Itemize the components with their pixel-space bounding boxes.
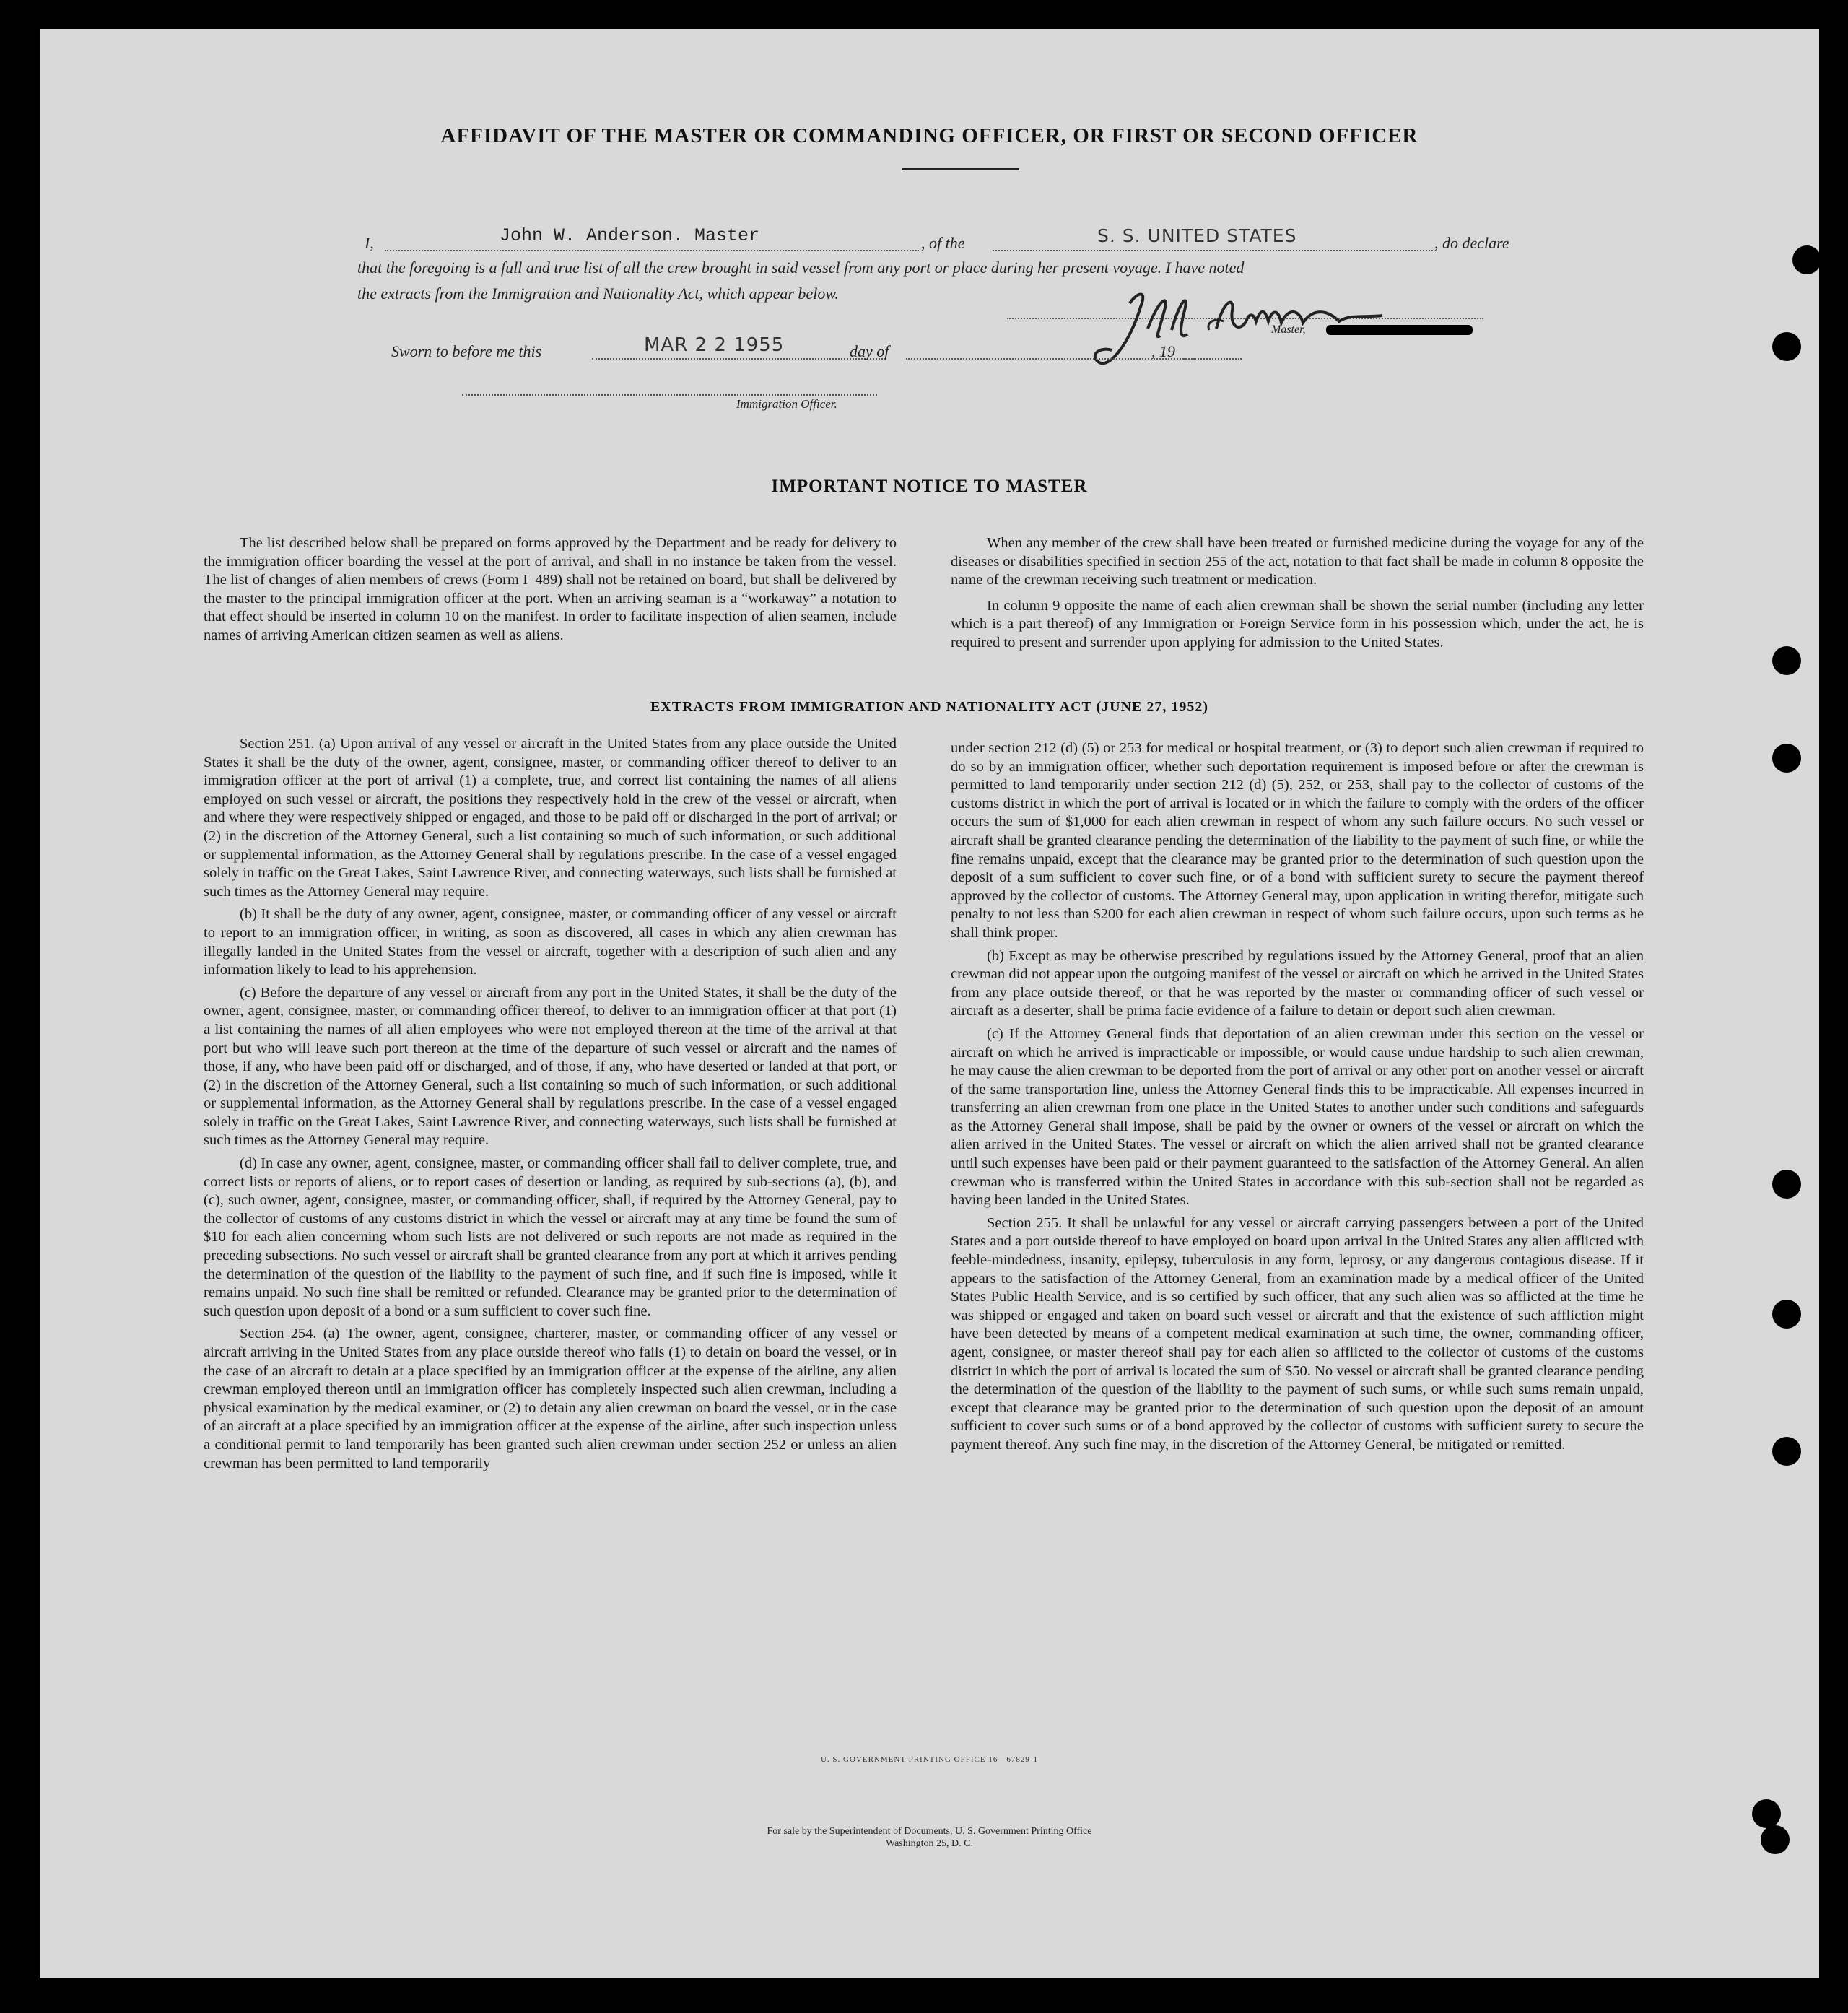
document-page: [40, 29, 1819, 1978]
notice-left-paragraph: The list described below shall be prepared on forms approved by the Department and be ready for delivery to the immigration officer boarding the vessel at the port of arrival, and shall in no instance be taken from the vessel. The list of changes of alien members of crews (Form I–489) shall not be retained on board, but shall be delivered by the master to the principal immigration officer at the port. When an arriving seaman is a “workaway” a notation to that effect should be inserted in column 10 on the manifest. In order to facilitate inspection of alien seamen, include names of arriving American citizen seamen as well as aliens.: [204, 535, 897, 643]
binder-hole: [1772, 646, 1801, 675]
binder-hole: [1761, 1825, 1790, 1854]
notice-left-column: [204, 534, 897, 650]
vessel-name-value: S. S. UNITED STATES: [1097, 225, 1297, 246]
extract-section-251d: (d) In case any owner, agent, consignee, master, or commanding officer shall fail to deliver complete, true, and correct lists or reports of aliens, or to report cases of desertion or landing, as required by sub-sections (a), (b), and (c), such owner, agent, consignee, master, or commanding officer, shall, if required by the Attorney General, pay to the collector of customs of any customs district in which the vessel or aircraft may at any time be found the sum of $10 for each alien concerning whom such lists are not delivered or such reports are not made as required in the preceding subsections. No such vessel or aircraft shall be granted clearance from any port at which it arrives pending the determination of the question of the liability to the payment of such fine, and if such fine is imposed, while it remains unpaid. No such fine shall be remitted or refunded. Clearance may be granted prior to the determination of such question upon deposit of a bond or a sum sufficient to cover such fine.: [204, 1155, 897, 1319]
notice-right-column: [951, 534, 1644, 657]
extract-section-254a: Section 254. (a) The owner, agent, consignee, charterer, master, or commanding officer of any vessel or aircraft arriving in the United States from any place outside thereof who fails (1) to detain on board the vessel, or in the case of an aircraft to detain at a place specified by an immigration officer at the expense of the airline, any alien crewman employed thereon until an immigration officer has completely inspected such alien crewman, including a physical examination by the medical examiner, or (2) to detain any alien crewman on board the vessel, or in the case of an aircraft at a place specified by an immigration officer at the expense of the airline, after such inspection unless a conditional permit to land temporarily has been granted such alien crewman under section 252 or unless an alien crewman has been permitted to land temporarily: [204, 1326, 897, 1471]
binder-hole: [1772, 1170, 1801, 1199]
binder-hole: [1772, 1437, 1801, 1466]
extracts-heading: EXTRACTS FROM IMMIGRATION AND NATIONALITY ACT (JUNE 27, 1952): [650, 699, 1209, 715]
affidavit-title: AFFIDAVIT OF THE MASTER OR COMMANDING OFFICER, OR FIRST OR SECOND OFFICER: [440, 124, 1418, 147]
sworn-day-line: [592, 358, 886, 360]
year-label: , 19: [1151, 342, 1175, 360]
affidavit-body-line1: that the foregoing is a full and true list of all the crew brought in said vessel from any port or place during her present voyage. I have noted: [357, 258, 1245, 277]
extract-section-251c: (c) Before the departure of any vessel or aircraft from any port in the United States, it shall be the duty of the owner, agent, consignee, master, or commanding officer thereof, to deliver to an immigration officer at that port (1) a list containing the names of all alien employees who were not employed thereon at the time of the arrival at that port but who will leave such port thereon at the time of the departure of such vessel or aircraft and the names of those, if any, who have been paid off or discharged, and of those, if any, who have deserted or landed at that port, or (2) in the discretion of the Attorney General, such a list containing so much of such information, or such additional or supplemental information, as the Attorney General shall by regulations prescribe. In the case of a vessel engaged solely in traffic on the Great Lakes, Saint Lawrence River, and connecting waterways, such lists shall be furnished at such times as the Attorney General may require.: [204, 984, 897, 1149]
redaction-bar: [1326, 325, 1473, 335]
extract-section-254a-cont: under section 212 (d) (5) or 253 for medical or hospital treatment, or (3) to deport such alien crewman if required to do so by an immigration officer, whether such deportation requirement is imposed before or after the crewman is permitted to land temporarily under section 212 (d) (5), 252, or 253, shall pay to the collector of customs of the customs district in which the port of arrival is located or in which the failure to comply with the orders of the officer occurs the sum of $1,000 for each alien crewman in respect of whom any such failure occurs. No such vessel or aircraft shall be granted clearance pending the determination of the liability to the payment of such fine, or while the fine remains unpaid, except that the clearance may be granted prior to the determination of such question upon the deposit of a sum sufficient to cover such fine, or of a bond with sufficient surety to secure the payment thereof approved by the collector of customs. The Attorney General may, upon application in writing therefor, mitigate such penalty to not less than $200 for each alien crewman in respect of whom such failure occurs, upon such terms as he shall think proper.: [951, 740, 1644, 941]
binder-hole: [1772, 332, 1801, 361]
master-label: Master,: [1271, 323, 1306, 336]
master-name-value: John W. Anderson. Master: [500, 225, 760, 246]
year-line: [1184, 358, 1242, 360]
printing-office-code: U. S. GOVERNMENT PRINTING OFFICE 16—67829-1: [820, 1755, 1038, 1764]
officer-line: [462, 394, 877, 396]
footer-line-1: For sale by the Superintendent of Documents, U. S. Government Printing Office: [767, 1826, 1092, 1837]
extract-section-254b: (b) Except as may be otherwise prescribed by regulations issued by the Attorney General, proof that an alien crewman did not appear upon the outgoing manifest of the vessel or aircraft on which he arrived in the United States from any place outside thereof, or that he was reported by the master or commanding officer of such vessel or aircraft as a deserter, shall be prima facie evidence of a failure to detain or deport such alien crewman.: [951, 947, 1644, 1019]
immigration-officer-label: Immigration Officer.: [736, 397, 837, 411]
extracts-right-column: [951, 739, 1644, 1459]
do-declare-label: , do declare: [1434, 234, 1509, 252]
of-the-label: , of the: [921, 234, 965, 252]
footer: [40, 1825, 1819, 1850]
name-line: [385, 250, 919, 251]
extract-section-255: Section 255. It shall be unlawful for any vessel or aircraft carrying passengers between a port of the United States and a port outside thereof to have employed on board upon arrival in the United States any alien afflicted with feeble-mindedness, insanity, epilepsy, tuberculosis in any form, leprosy, or any dangerous contagious disease. If it appears to the satisfaction of the Attorney General, from an examination made by a medical officer of the United States Public Health Service, and is so certified by such officer, that any such alien was so afflicted at the time he was shipped or engaged and taken on board such vessel or aircraft and that the existence of such affliction might have been detected by means of a competent medical examination at such time, the owner, commanding officer, agent, consignee, or master thereof shall pay for each alien so afflicted to the collector of customs of the customs district in which the port of arrival is located the sum of $50. No vessel or aircraft shall be granted clearance pending the determination of the question of the liability to the payment of such sums, or while such sums remain unpaid, except that clearance may be granted prior to the determination of such question upon the deposit of an amount sufficient to cover such sums or of a bond approved by the collector of customs with sufficient surety to secure the payment thereof. Any such fine may, in the discretion of the Attorney General, be mitigated or remitted.: [951, 1214, 1644, 1453]
binder-hole: [1792, 245, 1821, 274]
notice-right-paragraph-2: In column 9 opposite the name of each alien crewman shall be shown the serial number (including any letter which is a part thereof) of any Immigration or Foreign Service form in his possession which, under the act, he is required to present and surrender upon applying for admission to the United States.: [951, 597, 1644, 651]
notice-right-paragraph-1: When any member of the crew shall have been treated or furnished medicine during the voyage for any of the diseases or disabilities specified in section 255 of the act, notation to that fact shall be made in column 8 opposite the name of the crewman receiving such treatment or medication.: [951, 535, 1644, 588]
binder-hole: [1752, 1799, 1781, 1828]
extract-section-251a: Section 251. (a) Upon arrival of any vessel or aircraft in the United States from any place outside the United States it shall be the duty of the owner, agent, consignee, master, or commanding officer thereof to deliver to an immigration officer at the port of arrival (1) a complete, true, and correct list containing the names of all aliens employed on such vessel or aircraft, the positions they respectively hold in the crew of the vessel or aircraft, when and where they were respectively shipped or engaged, and those to be paid off or discharged in the port of arrival; or (2) in the discretion of the Attorney General, such a list containing so much of such information, or such additional or supplemental information, as the Attorney General shall by regulations prescribe. In the case of a vessel engaged solely in traffic on the Great Lakes, Saint Lawrence River, and connecting waterways, such lists shall be furnished at such times as the Attorney General may require.: [204, 736, 897, 900]
binder-hole: [1772, 1300, 1801, 1329]
affidavit-body-line2: the extracts from the Immigration and Nationality Act, which appear below.: [357, 284, 839, 303]
extract-section-251b: (b) It shall be the duty of any owner, agent, consignee, master, or commanding officer of any vessel or aircraft to report to an immigration officer, in writing, as soon as discovered, all cases in which any alien crewman has illegally landed in the United States from the vessel or aircraft, together with a description of such alien and any information likely to lead to his apprehension.: [204, 906, 897, 978]
vessel-line: [993, 250, 1433, 251]
extract-section-254c: (c) If the Attorney General finds that deportation of an alien crewman under this section on the vessel or aircraft on which he arrived is impracticable or impossible, or would cause undue hardship to such alien crewman, he may cause the alien crewman to be deported from the port of arrival or any other port on another vessel or aircraft of the same transportation line, unless the Attorney General finds this to be impracticable. All expenses incurred in transferring an alien crewman from one place in the United States to another under such conditions and safeguards as the Attorney General shall impose, shall be paid by the owner or owners of the vessel or aircraft on which the alien arrived in the United States. The vessel or aircraft on which the alien arrived shall not be granted clearance until such expenses have been paid or their payment guaranteed to the satisfaction of the Attorney General. An alien crewman who is transferred within the United States in accordance with this sub-section shall not be regarded as having been landed in the United States.: [951, 1025, 1644, 1209]
sworn-label: Sworn to before me this: [391, 342, 542, 360]
binder-hole: [1772, 744, 1801, 773]
master-signature: [1079, 278, 1404, 394]
title-rule: [902, 168, 1019, 170]
date-stamp: MAR 2 2 1955: [644, 334, 785, 356]
footer-line-2: Washington 25, D. C.: [886, 1838, 973, 1849]
extracts-left-column: [204, 735, 897, 1477]
notice-heading: IMPORTANT NOTICE TO MASTER: [771, 477, 1088, 496]
day-of-label: day of: [850, 342, 889, 360]
i-label: I,: [365, 234, 374, 252]
